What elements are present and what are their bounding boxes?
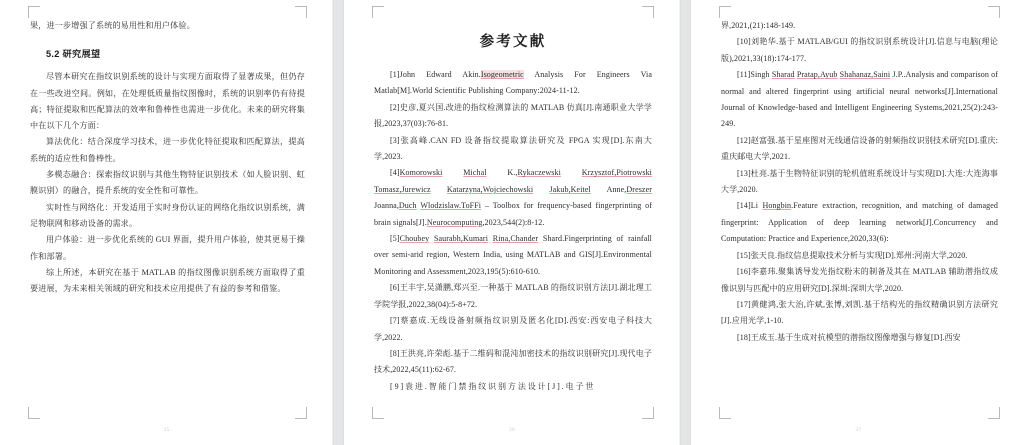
references-title: 参考文献 xyxy=(479,34,547,50)
paragraph-point-realtime: 实时性与网络化：开发适用于实时身份认证的网络化指纹识别系统，满足物联网和移动设备的需求。 xyxy=(30,202,305,228)
section-heading-5-2: 5.2 研究展望 xyxy=(46,49,101,60)
page-number-footer: 35 xyxy=(163,427,170,433)
reference-entry xyxy=(374,379,652,395)
reference-text xyxy=(533,185,549,194)
document-page-37[interactable] xyxy=(691,0,1024,445)
reference-text: J.P..Analysis and comparison of normal and altered fingerprint using artificial neural networks[J].International Journal of Knowledge-based and Intelligent Engineering Systems,2021,25(2):243-249. xyxy=(721,70,999,129)
reference-entry xyxy=(374,313,652,346)
page-35-body xyxy=(30,18,305,297)
spellcheck-marked-text: Shahanaz,Saini xyxy=(839,70,891,80)
reference-list xyxy=(721,18,998,346)
reference-entry xyxy=(374,165,652,231)
spellcheck-marked-text: Jakub,Keitel xyxy=(549,184,591,194)
crop-mark-top-right xyxy=(642,6,654,18)
paragraph-carryover: 果，进一步增强了系统的易用性和用户体验。 xyxy=(30,21,195,30)
reference-text: [12]赵富强.基于星座图对无线通信设备的射频指纹识别技术研究[D].重庆:重庆邮电大学,2021. xyxy=(721,135,998,162)
paragraph-summary: 综上所述，本研究在基于 MATLAB 的指纹图像识别系统方面取得了重要进展，为未来相关领域的研究和技术应用提供了有益的参考和借鉴。 xyxy=(30,267,305,294)
reference-text: Shard.Fingerprinting of rainfall over semi-arid region, Western India, using MATLAB and GIS[J].Environmental Monitoring and Assessment,2023,195(5):610-610. xyxy=(374,234,652,276)
spellcheck-marked-text: Komorowski xyxy=(399,168,443,178)
crop-mark-top-left xyxy=(719,6,731,18)
reference-text: [18]王成玉.基于生成对抗模型的潜指纹图像增强与修复[D].西安 xyxy=(737,332,961,342)
reference-entry xyxy=(721,18,998,34)
reference-text: [7]蔡嘉成.无线设备射频指纹识别及匿名化[D].西安:西安电子科技大学,2022. xyxy=(374,316,652,342)
spellcheck-marked-text: Hongbin xyxy=(762,201,792,211)
page-number-footer: 36 xyxy=(508,427,516,433)
reference-list xyxy=(374,67,652,395)
reference-text: [9]袁进.智能门禁指纹识别方法设计[J].电子世 xyxy=(390,381,596,391)
reference-text: ,2023,544(2):8-12. xyxy=(482,217,545,227)
spellcheck-marked-text: Rina,Chander xyxy=(492,234,539,244)
reference-text: [8]王洪亮,许荣彪.基于二维码和混沌加密技术的指纹识别研究[J].现代电子技术,2022,45(11):62-67. xyxy=(374,348,652,375)
reference-text: [1]John Edward Akin. xyxy=(390,70,481,79)
reference-entry xyxy=(374,280,652,313)
spellcheck-marked-text: Neurocomputing xyxy=(426,217,483,227)
reference-text: K., xyxy=(486,168,518,178)
paragraph-outlook-intro: 尽管本研究在指纹识别系统的设计与实现方面取得了显著成果，但仍存在一些改进空间。例如，在处理低质量指纹图像时，系统的识别率仍有待提高；特征提取和匹配算法的效率和鲁棒性也需进一步优化。未来的研究将集中在以下几个方面： xyxy=(30,72,305,131)
reference-entry xyxy=(721,133,998,166)
reference-entry xyxy=(721,67,998,133)
reference-text: Joanna, xyxy=(374,201,399,211)
spellcheck-marked-text: Sharad xyxy=(771,70,795,80)
page-number-footer: 37 xyxy=(855,427,862,433)
reference-entry xyxy=(374,231,652,280)
spellcheck-marked-text: Michal xyxy=(463,168,487,178)
crop-mark-bottom-right xyxy=(988,407,1000,419)
reference-text xyxy=(561,168,582,177)
crop-mark-bottom-left xyxy=(28,407,40,419)
page-36-body xyxy=(374,18,652,395)
paragraph-point-ux: 用户体验：进一步优化系统的 GUI 界面，提升用户体验，使其更易于操作和部署。 xyxy=(30,235,305,261)
reference-text: 界,2021,(21):148-149. xyxy=(721,21,796,30)
crop-mark-bottom-left xyxy=(719,407,731,419)
spellcheck-marked-text: Rykaczewski xyxy=(517,168,561,178)
reference-entry xyxy=(721,198,998,247)
reference-text: [15]张天良.指纹信息提取技术分析与实现[D].郑州:河南大学,2020. xyxy=(737,250,968,260)
reference-entry xyxy=(374,346,652,379)
reference-entry xyxy=(721,166,998,199)
paragraph-point-multimodal: 多模态融合：探索指纹识别与其他生物特征识别技术（如人脸识别、虹膜识别）的融合，提升系统的安全性和可靠性。 xyxy=(30,170,305,196)
reference-entry xyxy=(374,133,652,166)
spellcheck-marked-text: Pratap,Ayub xyxy=(796,70,838,80)
paragraph-point-algorithm: 算法优化：结合深度学习技术，进一步优化特征提取和匹配算法，提高系统的适应性和鲁棒性。 xyxy=(30,137,305,163)
reference-text: [6]王丰宇,吴潇鹏,郑兴至.一种基于 MATLAB 的指纹识别方法[J].湖北理工学院学报,2022,38(04):5-8+72. xyxy=(374,283,652,309)
spellcheck-marked-text: Choubey xyxy=(399,234,430,244)
reference-text: [5] xyxy=(390,234,400,244)
reference-entry xyxy=(374,100,652,133)
reference-entry xyxy=(721,264,998,297)
crop-mark-top-right xyxy=(988,6,1000,18)
document-page-35[interactable] xyxy=(0,0,333,445)
reference-entry xyxy=(721,34,998,67)
spellcheck-marked-text: Krzysztof,Piotrowski xyxy=(581,168,652,178)
reference-entry xyxy=(721,297,998,330)
spellcheck-marked-text: Tomasz,Jurewicz xyxy=(374,184,431,194)
page-37-body xyxy=(721,18,998,346)
spellcheck-marked-text: Saurabh,Kumari xyxy=(433,234,489,244)
reference-text: .Feature extraction, recognition, and matching of damaged fingerprint: Application of deep learning network[J].Concurrency and Computation: Practice and Experience,2020,33(6): xyxy=(721,201,998,244)
reference-text xyxy=(431,185,447,194)
reference-text: [16]李嘉玮.聚集诱导发光指纹粉末的制备及其在 MATLAB 辅助潜指纹成像识别与匹配中的应用研究[D].深圳:深圳大学,2020. xyxy=(721,267,998,293)
spellcheck-marked-text: Katarzyna,Wojciechowski xyxy=(446,184,534,194)
reference-text: [14]Li xyxy=(737,201,763,211)
reference-text: [10]刘艳华.基于 MATLAB/GUI 的指纹识别系统设计[J].信息与电脑(理论版),2021,33(18):174-177. xyxy=(721,37,998,63)
reference-text: [4] xyxy=(390,168,400,178)
highlighted-text: Isogeometric xyxy=(480,70,524,79)
reference-text xyxy=(442,168,463,177)
page-divider-left xyxy=(333,0,344,445)
crop-mark-top-left xyxy=(372,6,384,18)
crop-mark-bottom-right xyxy=(295,407,307,419)
crop-mark-top-left xyxy=(28,6,40,18)
page-divider-right xyxy=(680,0,691,445)
reference-entry xyxy=(721,248,998,264)
reference-text: [3]张高峰.CAN FD 设备指纹提取算法研究及 FPGA 实现[D].东南大学,2023. xyxy=(374,135,652,162)
spellcheck-marked-text: Wlodzislaw.ToFFi xyxy=(420,201,482,211)
reference-text: Analysis For Engineers Via Matlab[M].World Scientific Publishing Company:2024-11-12. xyxy=(374,70,652,96)
reference-text: Anne, xyxy=(590,184,627,194)
spellcheck-marked-text: Duch xyxy=(398,201,417,211)
reference-entry xyxy=(374,67,652,100)
crop-mark-bottom-left xyxy=(372,407,384,419)
reference-entry xyxy=(721,330,998,346)
crop-mark-top-right xyxy=(295,6,307,18)
reference-text: [17]黄健鸿,张大治,许斌,张博,刘凯.基于结构光的指纹精确识别方法研究[J].应用光学,1-10. xyxy=(721,299,998,326)
document-page-36[interactable] xyxy=(344,0,680,445)
reference-text: [13]杜亮.基于生物特征识别的轮机值班系统设计与实现[D].大连:大连海事大学,2020. xyxy=(721,168,998,195)
reference-text: [11]Singh xyxy=(737,70,772,80)
spellcheck-marked-text: Dreszer xyxy=(626,184,652,194)
reference-text: [2]史彦,夏兴国.改进的指纹检测算法的 MATLAB 仿真[J].南通职业大学学报,2023,37(03):76-81. xyxy=(374,102,652,129)
crop-mark-bottom-right xyxy=(642,407,654,419)
reference-text: – Toolbox for frequency-based fingerprinting of brain signals[J]. xyxy=(374,201,652,227)
